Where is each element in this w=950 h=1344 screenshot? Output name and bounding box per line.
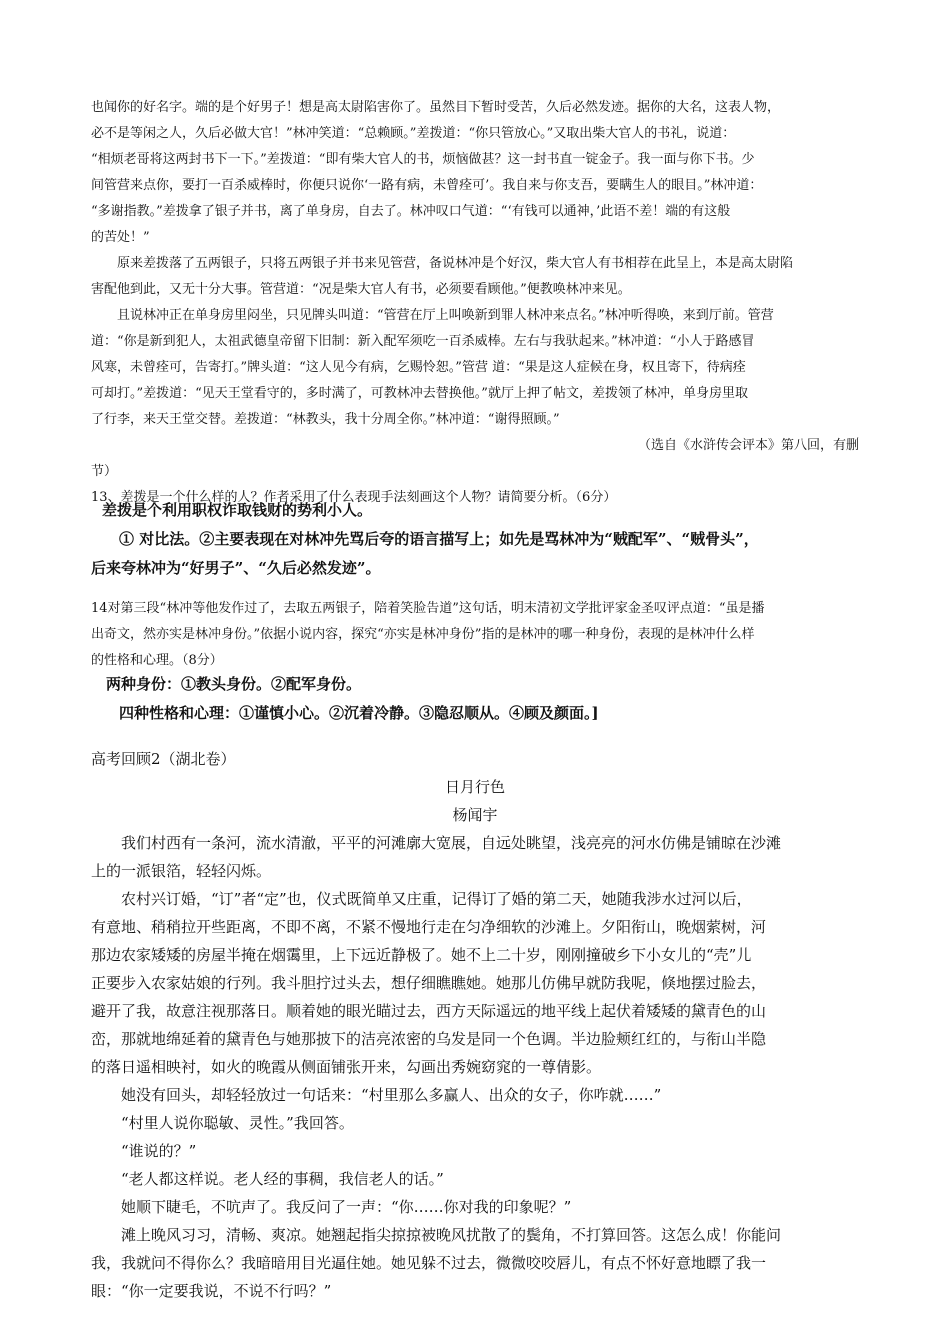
article-line: 滩上晚风习习，清畅、爽凉。她翘起指尖掠掠被晚风扰散了的鬓角，不打算回答。这怎么成！你能问 — [121, 1226, 782, 1244]
passage-line: 也闻你的好名字。端的是个好男子！想是高太尉陷害你了。虽然目下暂时受苦，久后必然发迹。据你的大名，这表人物， — [91, 100, 781, 115]
question-13: 13、差拨是一个什么样的人？作者采用了什么表现手法刻画这个人物？请简要分析。（6分） — [91, 490, 617, 505]
article-title: 日月行色 — [444, 778, 505, 796]
passage-line: “多谢指教。”差拨拿了银子并书，离了单身房，自去了。林冲叹口气道：“‘有钱可以通神，’此语不差！端的有这般 — [91, 204, 731, 219]
review-section — [91, 745, 859, 1305]
article-line: 眼：“你一定要我说，不说不行吗？” — [91, 1282, 332, 1300]
article-line: 有意地、稍稍拉开些距离，不即不离，不紧不慢地行走在匀净细软的沙滩上。夕阳衔山，晚烟萦树，河 — [91, 918, 767, 936]
passage-line: 的苦处！” — [91, 230, 150, 245]
article-line: 上的一派银箔，轻轻闪烁。 — [91, 862, 272, 880]
passage-line: “相烦老哥将这两封书下一下。”差拨道：“即有柴大官人的书，烦恼做甚？这一封书直一锭金子。我一面与你下书。少 — [91, 152, 755, 167]
article-line: 她顺下睫毛，不吭声了。我反问了一声：“你……你对我的印象呢？” — [121, 1198, 572, 1216]
article-line: 我们村西有一条河，流水清澈，平平的河滩廓大宽展，自远处眺望，浅亮亮的河水仿佛是铺晾在沙滩 — [121, 834, 782, 852]
passage-line: 了行李，来天王堂交替。差拨道：“林教头，我十分周全你。”林冲道：“谢得照顾。” — [91, 412, 560, 427]
question-14 — [91, 596, 859, 674]
article-line: 峦，那就地绵延着的黛青色与她那披下的洁亮浓密的乌发是同一个色调。半边脸颊红红的，与衔山半隐 — [91, 1030, 767, 1048]
answer-line: 后来夸林冲为“好男子”、“久后必然发迹”。 — [91, 559, 381, 577]
answer-line: ① 对比法。②主要表现在对林冲先骂后夸的语言描写上；如先是骂林冲为“贼配军”、“贼骨头”， — [119, 530, 759, 548]
article-line: 她没有回头，却轻轻放过一句话来：“村里那么多赢人、出众的女子，你咋就……” — [121, 1086, 662, 1104]
article-author: 杨闻宇 — [452, 806, 498, 824]
article-line: 那边农家矮矮的房屋半掩在烟霭里，上下远近静极了。她不上二十岁，刚刚撞破乡下小女儿的“壳”儿 — [91, 946, 752, 964]
answer-14 — [91, 670, 859, 728]
passage-line: 害配他到此，又无十分大事。管营道：“况是柴大官人有书，必须要看顾他。”便教唤林冲来见。 — [91, 282, 631, 297]
question-line: 14对第三段“林冲等他发作过了，去取五两银子，陪着笑脸告道”这句话，明末清初文学批评家金圣叹评点道：“虽是播 — [91, 601, 765, 616]
answer-13 — [91, 496, 859, 583]
article-line: “谁说的？” — [121, 1142, 197, 1160]
passage-line: 可却打。”差拨道：“见天王堂看守的，多时满了，可教林冲去替换他。”就厅上押了帖文，差拨领了林冲，单身房里取 — [91, 386, 748, 401]
article-line: “村里人说你聪敏、灵性。”我回答。 — [121, 1114, 354, 1132]
article-line: 避开了我，故意注视那落日。顺着她的眼光瞄过去，西方天际遥远的地平线上起伏着矮矮的黛青色的山 — [91, 1002, 767, 1020]
section-heading: 高考回顾2（湖北卷） — [91, 750, 236, 768]
passage-line: 间管营来点你，要打一百杀威棒时，你便只说你‘一路有病，未曾痊可’。我自来与你支吾，要瞒生人的眼目。”林冲道： — [91, 178, 763, 193]
passage-line: 道：“你是新到犯人，太祖武德皇帝留下旧制：新入配军须吃一百杀威棒。左右与我驮起来。”林冲道：“小人于路感冒 — [91, 334, 755, 349]
answer-line: 四种性格和心理：①谨慎小心。②沉着冷静。③隐忍顺从。④顾及颜面。] — [119, 704, 599, 722]
source-citation: （选自《水浒传会评本》第八回，有删 — [637, 438, 859, 453]
question-line: 出奇文，然亦实是林冲身份。”依据小说内容，探究“亦实是林冲身份”指的是林冲的哪一种身份，表现的是林冲什么样 — [91, 627, 755, 642]
passage-line: 且说林冲正在单身房里闷坐，只见牌头叫道：“管营在厅上叫唤新到罪人林冲来点名。”林冲听得唤，来到厅前。管营 — [117, 308, 774, 323]
passage-line: 原来差拨落了五两银子，只将五两银子并书来见管营，备说林冲是个好汉，柴大官人有书相荐在此呈上，本是高太尉陷 — [117, 256, 794, 271]
passage-line: 必不是等闲之人，久后必做大官！”林冲笑道：“总赖顾。”差拨道：“你只管放心。”又取出柴大官人的书礼，说道： — [91, 126, 736, 141]
article-line: 我，我就问不得你么？我暗暗用目光逼住她。她见躲不过去，微微咬咬唇儿，有点不怀好意地瞟了我一 — [91, 1254, 767, 1272]
article-line: 正要步入农家姑娘的行列。我斗胆拧过头去，想仔细瞧瞧她。她那儿仿佛早就防我呢，倏地摆过脸去， — [91, 974, 767, 992]
article-line: 农村兴订婚，“订”者“定”也，仪式既简单又庄重，记得订了婚的第二天，她随我涉水过河以后， — [121, 890, 752, 908]
source-citation-cont: 节） — [91, 464, 118, 479]
question-line: 的性格和心理。（8分） — [91, 653, 223, 668]
article-line: “老人都这样说。老人经的事稠，我信老人的话。” — [121, 1170, 444, 1188]
answer-line: 两种身份：①教头身份。②配军身份。 — [106, 675, 362, 693]
article-line: 的落日遥相映衬，如火的晚霞从侧面铺张开来，勾画出秀婉窈窕的一尊倩影。 — [91, 1058, 602, 1076]
answer-line: 差拨是个利用职权诈取钱财的势利小人。 — [102, 501, 373, 519]
passage-excerpt — [91, 95, 859, 511]
passage-line: 风寒，未曾痊可，告寄打。”牌头道：“这人见今有病，乞赐怜恕。”管营 道：“果是这人症候在身，权且寄下，待病痊 — [91, 360, 746, 375]
